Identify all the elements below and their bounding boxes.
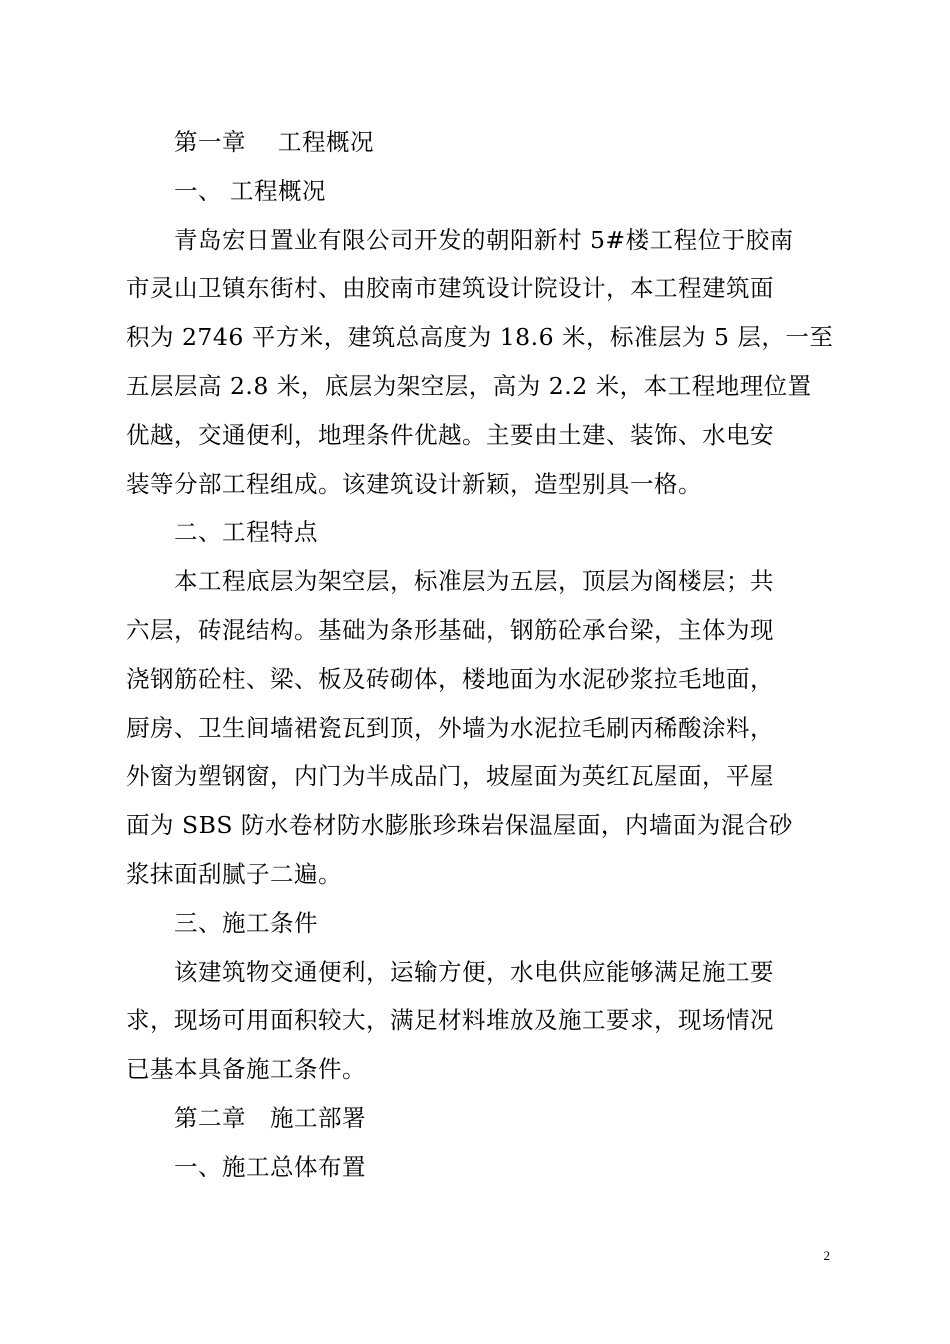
paragraph-line: 优越，交通便利，地理条件优越。主要由土建、装饰、水电安 xyxy=(126,420,774,449)
paragraph-line: 求，现场可用面积较大，满足材料堆放及施工要求，现场情况 xyxy=(126,1006,774,1035)
paragraph-line: 浆抹面刮腻子二遍。 xyxy=(126,859,342,888)
chapter-heading: 第二章 施工部署 xyxy=(174,1103,366,1132)
chapter-heading: 第一章 工程概况 xyxy=(174,128,374,156)
section-heading: 一、施工总体布置 xyxy=(174,1152,366,1181)
paragraph-line: 外窗为塑钢窗，内门为半成品门，坡屋面为英红瓦屋面，平屋 xyxy=(126,762,774,791)
paragraph-line: 装等分部工程组成。该建筑设计新颖，造型别具一格。 xyxy=(126,469,702,498)
paragraph-line: 六层，砖混结构。基础为条形基础，钢筋砼承台梁，主体为现 xyxy=(126,615,774,644)
paragraph-line: 该建筑物交通便利，运输方便，水电供应能够满足施工要 xyxy=(174,957,774,986)
document-body xyxy=(126,118,834,1192)
paragraph-line: 厨房、卫生间墙裙瓷瓦到顶，外墙为水泥拉毛刷丙稀酸涂料， xyxy=(126,713,774,742)
section-heading: 二、工程特点 xyxy=(174,518,318,547)
paragraph-line: 面为 SBS 防水卷材防水膨胀珍珠岩保温屋面，内墙面为混合砂 xyxy=(126,811,793,840)
paragraph-line: 青岛宏日置业有限公司开发的朝阳新村 5#楼工程位于胶南 xyxy=(174,225,794,254)
section-heading: 一、 工程概况 xyxy=(174,176,326,205)
paragraph-line: 已基本具备施工条件。 xyxy=(126,1055,366,1084)
paragraph-line: 市灵山卫镇东街村、由胶南市建筑设计院设计，本工程建筑面 xyxy=(126,274,774,303)
paragraph-line: 积为 2746 平方米，建筑总高度为 18.6 米，标准层为 5 层，一至 xyxy=(126,323,834,352)
paragraph-line: 浇钢筋砼柱、梁、板及砖砌体，楼地面为水泥砂浆拉毛地面， xyxy=(126,664,774,693)
page-number: 2 xyxy=(823,1248,830,1263)
paragraph-line: 五层层高 2.8 米，底层为架空层，高为 2.2 米，本工程地理位置 xyxy=(126,371,812,400)
section-heading: 三、施工条件 xyxy=(174,908,318,937)
paragraph-line: 本工程底层为架空层，标准层为五层，顶层为阁楼层；共 xyxy=(174,567,774,596)
